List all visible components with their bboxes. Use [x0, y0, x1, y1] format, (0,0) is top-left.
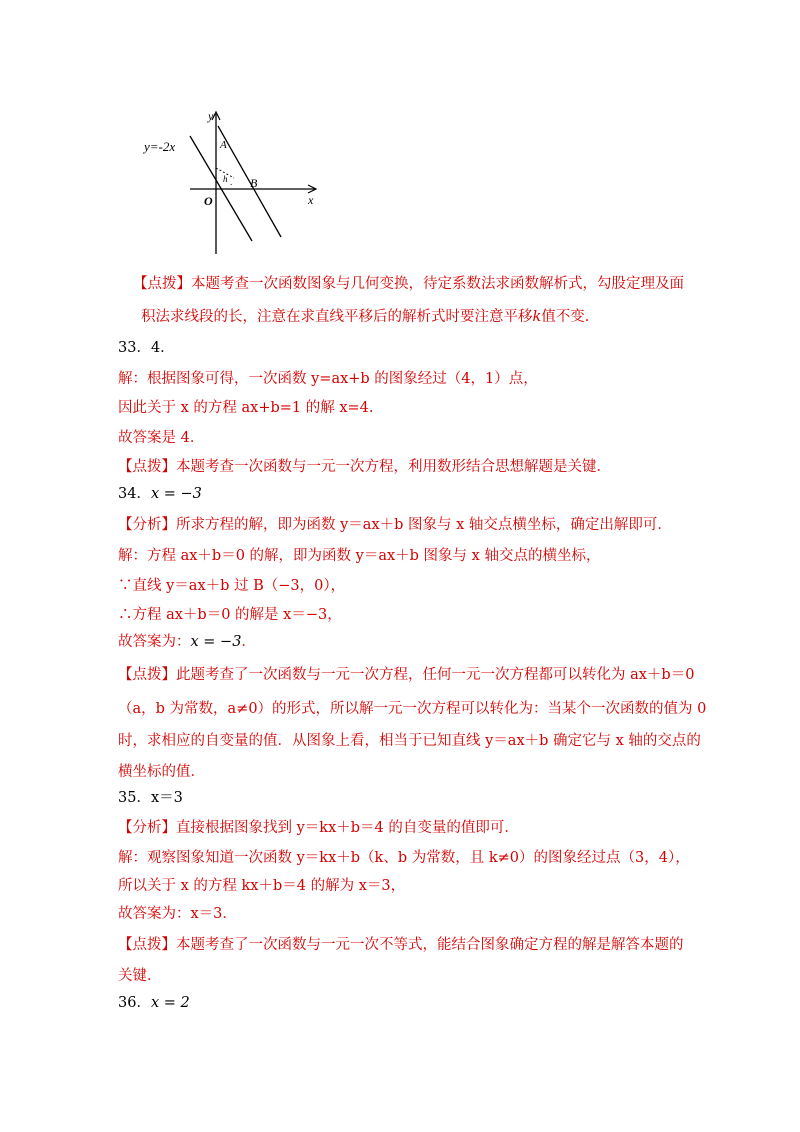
q35-solution-2: 所以关于 x 的方程 kx＋b＝4 的解为 x＝3， — [118, 878, 406, 894]
analysis-tag: 【分析】 — [118, 820, 176, 836]
tip-text: 积法求线段的长，注意在求直线平移后的解析式时要注意平移 — [141, 309, 533, 325]
tip-k: k — [532, 309, 542, 325]
q33-tip — [118, 457, 611, 477]
q34-tip-1 — [118, 665, 694, 685]
label-a: A — [220, 139, 227, 151]
answer-math: x = −3 — [190, 634, 242, 650]
answer-prefix: 故答案为： — [118, 634, 191, 650]
q36-number: 36． — [118, 995, 151, 1011]
analysis-text: 直接根据图象找到 y＝kx＋b＝4 的自变量的值即可． — [176, 820, 519, 836]
q34-answer — [118, 632, 256, 652]
tip-text: 本题考查了一次函数与一元一次不等式，能结合图象确定方程的解是解答本题的 — [176, 937, 684, 953]
analysis-tag: 【分析】 — [118, 517, 176, 533]
q34-answer-head — [118, 484, 202, 504]
equation-label: y=-2x — [144, 139, 176, 154]
q35-tip-1 — [118, 935, 684, 955]
tip-32-line-2 — [141, 307, 589, 327]
q34-tip-2: （a，b 为常数，a≠0）的形式，所以解一元一次方程可以转化为：当某个一次函数的值为 0 — [118, 701, 707, 717]
graph-figure — [138, 106, 328, 256]
q34-solution-1: 解：方程 ax＋b＝0 的解，即为函数 y＝ax＋b 图象与 x 轴交点的横坐标， — [118, 548, 601, 564]
tip-text-end: 值不变. — [541, 309, 590, 325]
q35-analysis — [118, 818, 519, 838]
q34-analysis — [118, 515, 672, 535]
q34-number: 34． — [118, 486, 151, 502]
label-dot: . — [230, 177, 233, 187]
analysis-text: 所求方程的解，即为函数 y＝ax＋b 图象与 x 轴交点横坐标，确定出解即可． — [176, 517, 672, 533]
q34-solution-2: ∵直线 y＝ax＋b 过 B（−3，0）， — [118, 578, 346, 594]
q36-answer-head — [118, 993, 190, 1013]
tip-tag: 【点拨】 — [133, 276, 191, 292]
q36-math: x = 2 — [150, 995, 190, 1011]
coordinate-graph — [138, 106, 328, 256]
q33-answer-head: 33．4． — [118, 340, 175, 356]
tip-text: 本题考查一次函数图象与几何变换，待定系数法求函数解析式，勾股定理及面 — [191, 276, 684, 292]
q34-tip-4: 横坐标的值． — [118, 764, 205, 780]
q35-answer: 故答案为：x＝3． — [118, 906, 237, 922]
label-x: x — [308, 193, 314, 207]
tip-tag: 【点拨】 — [118, 937, 176, 953]
tip-32-line-1 — [133, 274, 684, 294]
q34-tip-3: 时，求相应的自变量的值．从图象上看，相当于已知直线 y＝ax＋b 确定它与 x 轴的交点的 — [118, 733, 701, 749]
q35-tip-2: 关键． — [118, 968, 162, 984]
q34-solution-3: ∴方程 ax＋b＝0 的解是 x＝−3， — [118, 607, 342, 623]
tip-text: 本题考查一次函数与一元一次方程，利用数形结合思想解题是关键． — [176, 459, 611, 475]
q33-answer: 故答案是 4． — [118, 430, 205, 446]
label-b: B — [250, 176, 258, 190]
tip-text: 此题考查了一次函数与一元一次方程，任何一元一次方程都可以转化为 ax＋b＝0 — [176, 667, 695, 683]
q35-solution-1: 解：观察图象知道一次函数 y＝kx＋b（k、b 为常数，且 k≠0）的图象经过点（3，4）， — [118, 850, 690, 866]
answer-suffix: ． — [241, 634, 256, 650]
label-h: h — [223, 174, 228, 184]
tip-tag: 【点拨】 — [118, 667, 176, 683]
tip-tag: 【点拨】 — [118, 459, 176, 475]
q33-solution-1: 解：根据图象可得，一次函数 y=ax+b 的图象经过（4，1）点， — [118, 371, 538, 387]
q35-answer-head: 35．x＝3 — [118, 790, 183, 806]
q33-solution-2: 因此关于 x 的方程 ax+b=1 的解 x=4. — [118, 400, 374, 416]
label-y: y — [208, 109, 214, 123]
label-origin: O — [204, 194, 213, 208]
q34-math: x = −3 — [150, 486, 202, 502]
